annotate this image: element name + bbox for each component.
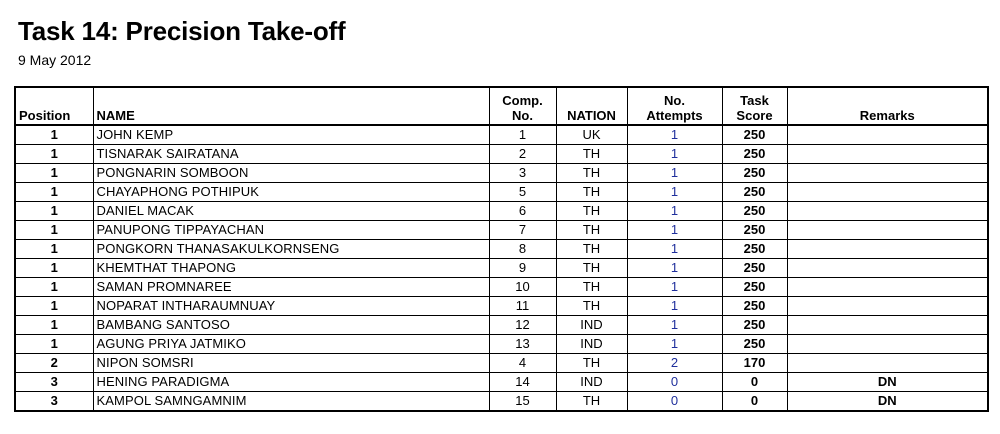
column-header-nation: NATION (556, 87, 627, 125)
comp-no-cell: 5 (489, 183, 556, 202)
table-row (15, 240, 988, 259)
table-row (15, 335, 988, 354)
table-row (15, 278, 988, 297)
task-score-cell: 170 (722, 354, 787, 373)
comp-no-cell: 3 (489, 164, 556, 183)
position-cell: 1 (15, 240, 93, 259)
column-header-task-score-line2: Score (736, 108, 773, 123)
table-row (15, 354, 988, 373)
comp-no-cell: 4 (489, 354, 556, 373)
column-header-comp-no (489, 87, 556, 125)
attempts-cell: 1 (627, 240, 722, 259)
name-cell: KAMPOL SAMNGAMNIM (93, 392, 489, 412)
remarks-cell (787, 145, 988, 164)
attempts-cell: 1 (627, 259, 722, 278)
remarks-cell (787, 221, 988, 240)
attempts-cell: 1 (627, 297, 722, 316)
nation-cell: TH (556, 145, 627, 164)
task-score-cell: 250 (722, 183, 787, 202)
column-header-attempts-line2: Attempts (646, 108, 703, 123)
nation-cell: UK (556, 125, 627, 145)
table-row (15, 392, 988, 412)
nation-cell: IND (556, 373, 627, 392)
comp-no-cell: 6 (489, 202, 556, 221)
column-header-position: Position (15, 87, 93, 125)
nation-cell: TH (556, 164, 627, 183)
remarks-cell (787, 335, 988, 354)
nation-cell: TH (556, 183, 627, 202)
name-cell: AGUNG PRIYA JATMIKO (93, 335, 489, 354)
attempts-cell: 1 (627, 164, 722, 183)
name-cell: HENING PARADIGMA (93, 373, 489, 392)
task-score-cell: 250 (722, 297, 787, 316)
position-cell: 1 (15, 278, 93, 297)
results-table-body (15, 125, 988, 411)
name-cell: BAMBANG SANTOSO (93, 316, 489, 335)
table-row (15, 202, 988, 221)
name-cell: KHEMTHAT THAPONG (93, 259, 489, 278)
remarks-cell (787, 259, 988, 278)
position-cell: 2 (15, 354, 93, 373)
table-row (15, 164, 988, 183)
attempts-cell: 1 (627, 335, 722, 354)
table-row (15, 316, 988, 335)
position-cell: 1 (15, 202, 93, 221)
attempts-cell: 1 (627, 145, 722, 164)
column-header-name: NAME (93, 87, 489, 125)
name-cell: CHAYAPHONG POTHIPUK (93, 183, 489, 202)
nation-cell: IND (556, 335, 627, 354)
task-score-cell: 250 (722, 335, 787, 354)
task-score-cell: 250 (722, 221, 787, 240)
table-row (15, 297, 988, 316)
task-score-cell: 250 (722, 202, 787, 221)
table-row (15, 221, 988, 240)
position-cell: 1 (15, 183, 93, 202)
results-table-header (15, 87, 988, 125)
attempts-cell: 1 (627, 183, 722, 202)
nation-cell: TH (556, 278, 627, 297)
table-row (15, 125, 988, 145)
task-score-cell: 250 (722, 125, 787, 145)
task-score-cell: 250 (722, 278, 787, 297)
column-header-task-score-line1: Task (740, 93, 769, 108)
column-header-comp-no-line2: No. (512, 108, 533, 123)
remarks-cell (787, 125, 988, 145)
position-cell: 1 (15, 335, 93, 354)
nation-cell: TH (556, 202, 627, 221)
nation-cell: TH (556, 354, 627, 373)
comp-no-cell: 8 (489, 240, 556, 259)
remarks-cell: DN (787, 373, 988, 392)
remarks-cell (787, 354, 988, 373)
position-cell: 1 (15, 164, 93, 183)
nation-cell: TH (556, 259, 627, 278)
name-cell: DANIEL MACAK (93, 202, 489, 221)
column-header-attempts-line1: No. (664, 93, 685, 108)
attempts-cell: 1 (627, 221, 722, 240)
position-cell: 1 (15, 145, 93, 164)
attempts-cell: 1 (627, 125, 722, 145)
remarks-cell (787, 240, 988, 259)
position-cell: 1 (15, 125, 93, 145)
position-cell: 1 (15, 297, 93, 316)
name-cell: PANUPONG TIPPAYACHAN (93, 221, 489, 240)
name-cell: TISNARAK SAIRATANA (93, 145, 489, 164)
header-row (15, 87, 988, 125)
results-table (14, 86, 989, 412)
comp-no-cell: 7 (489, 221, 556, 240)
comp-no-cell: 12 (489, 316, 556, 335)
table-row (15, 259, 988, 278)
comp-no-cell: 2 (489, 145, 556, 164)
nation-cell: TH (556, 392, 627, 412)
column-header-task-score (722, 87, 787, 125)
attempts-cell: 0 (627, 373, 722, 392)
position-cell: 1 (15, 316, 93, 335)
comp-no-cell: 14 (489, 373, 556, 392)
attempts-cell: 2 (627, 354, 722, 373)
nation-cell: IND (556, 316, 627, 335)
remarks-cell (787, 297, 988, 316)
name-cell: NIPON SOMSRI (93, 354, 489, 373)
name-cell: SAMAN PROMNAREE (93, 278, 489, 297)
table-row (15, 145, 988, 164)
attempts-cell: 1 (627, 278, 722, 297)
attempts-cell: 0 (627, 392, 722, 412)
position-cell: 3 (15, 373, 93, 392)
name-cell: PONGNARIN SOMBOON (93, 164, 489, 183)
remarks-cell (787, 202, 988, 221)
task-score-cell: 250 (722, 259, 787, 278)
page-title: Task 14: Precision Take-off (18, 16, 346, 46)
name-cell: NOPARAT INTHARAUMNUAY (93, 297, 489, 316)
comp-no-cell: 15 (489, 392, 556, 412)
remarks-cell (787, 316, 988, 335)
column-header-attempts (627, 87, 722, 125)
table-row (15, 373, 988, 392)
name-cell: PONGKORN THANASAKULKORNSENG (93, 240, 489, 259)
task-score-cell: 250 (722, 145, 787, 164)
position-cell: 3 (15, 392, 93, 412)
task-score-cell: 250 (722, 316, 787, 335)
comp-no-cell: 11 (489, 297, 556, 316)
name-cell: JOHN KEMP (93, 125, 489, 145)
column-header-remarks: Remarks (787, 87, 988, 125)
remarks-cell (787, 164, 988, 183)
position-cell: 1 (15, 221, 93, 240)
comp-no-cell: 10 (489, 278, 556, 297)
task-date: 9 May 2012 (18, 52, 92, 68)
position-cell: 1 (15, 259, 93, 278)
nation-cell: TH (556, 240, 627, 259)
comp-no-cell: 9 (489, 259, 556, 278)
remarks-cell: DN (787, 392, 988, 412)
comp-no-cell: 13 (489, 335, 556, 354)
task-score-cell: 0 (722, 373, 787, 392)
column-header-comp-no-line1: Comp. (502, 93, 543, 108)
remarks-cell (787, 278, 988, 297)
attempts-cell: 1 (627, 316, 722, 335)
table-row (15, 183, 988, 202)
nation-cell: TH (556, 221, 627, 240)
nation-cell: TH (556, 297, 627, 316)
comp-no-cell: 1 (489, 125, 556, 145)
task-score-cell: 250 (722, 164, 787, 183)
task-score-cell: 0 (722, 392, 787, 412)
task-score-cell: 250 (722, 240, 787, 259)
attempts-cell: 1 (627, 202, 722, 221)
remarks-cell (787, 183, 988, 202)
